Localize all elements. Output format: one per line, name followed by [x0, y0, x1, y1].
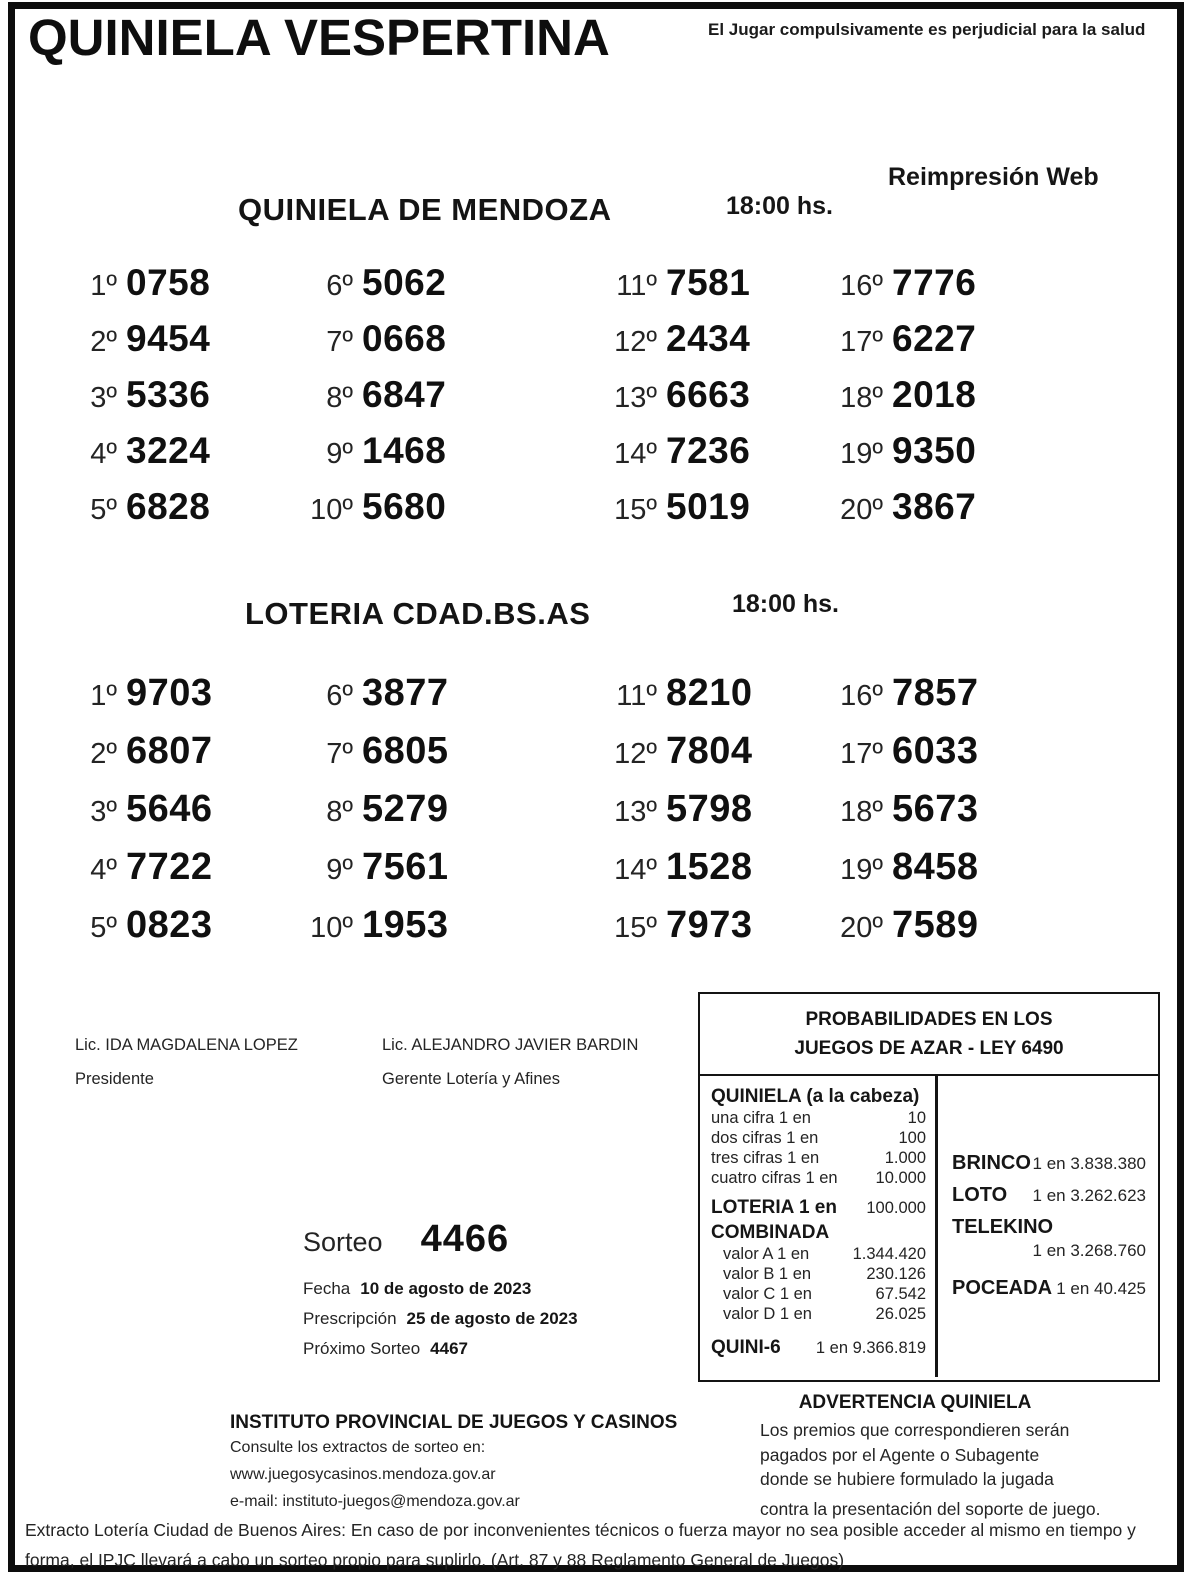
results-grid-bsas — [55, 672, 1121, 962]
draw-time-bsas: 18:00 hs. — [732, 590, 840, 618]
result-number: 7776 — [892, 262, 977, 303]
result-position: 8º — [326, 382, 353, 414]
odds-row — [711, 1304, 926, 1324]
health-warning-text: El Jugar compulsivamente es perjudicial para la salud — [708, 20, 1146, 39]
odds-row — [711, 1108, 926, 1128]
probabilities-right-column — [938, 1076, 1158, 1377]
result-item — [821, 486, 1121, 542]
official-role-president: Presidente — [75, 1070, 154, 1088]
odds-value: 10.000 — [875, 1169, 926, 1187]
result-item — [55, 672, 291, 730]
result-number: 6663 — [666, 374, 751, 415]
result-number: 9350 — [892, 430, 977, 471]
official-role-manager: Gerente Lotería y Afines — [382, 1070, 560, 1088]
result-position: 15º — [614, 912, 657, 944]
result-position: 6º — [326, 270, 353, 302]
result-number: 7722 — [126, 846, 213, 888]
draw-number-row — [303, 1218, 578, 1261]
warning-text — [760, 1418, 1140, 1521]
result-position: 11º — [616, 270, 657, 302]
result-position: 13º — [614, 796, 657, 828]
odds-label: valor D 1 en — [723, 1305, 812, 1323]
result-number: 8210 — [666, 672, 753, 714]
draw-date-label: Fecha — [303, 1279, 351, 1298]
result-number: 5673 — [892, 788, 979, 830]
result-item — [55, 262, 291, 318]
odds-row — [711, 1244, 926, 1264]
game-odds-row — [952, 1216, 1146, 1261]
result-position: 5º — [90, 494, 117, 526]
next-draw-label: Próximo Sorteo — [303, 1339, 421, 1358]
result-number: 6805 — [362, 730, 449, 772]
game-name: BRINCO — [952, 1152, 1031, 1174]
result-number: 3867 — [892, 486, 977, 527]
result-position: 10º — [310, 912, 353, 944]
result-number: 1468 — [362, 430, 447, 471]
result-position: 2º — [90, 326, 117, 358]
result-number: 5646 — [126, 788, 213, 830]
odds-label: QUINI-6 — [711, 1337, 781, 1358]
odds-row — [711, 1128, 926, 1148]
odds-label: una cifra 1 en — [711, 1109, 811, 1127]
result-number: 0668 — [362, 318, 447, 359]
odds-label: cuatro cifras 1 en — [711, 1169, 838, 1187]
result-number: 6227 — [892, 318, 977, 359]
result-position: 7º — [326, 738, 353, 770]
result-number: 7973 — [666, 904, 753, 946]
result-position: 20º — [840, 912, 883, 944]
game-odds-row — [952, 1152, 1146, 1175]
result-number: 5680 — [362, 486, 447, 527]
result-item — [291, 904, 595, 962]
result-number: 6828 — [126, 486, 211, 527]
result-number: 2434 — [666, 318, 751, 359]
result-position: 14º — [614, 854, 657, 886]
result-number: 5279 — [362, 788, 449, 830]
odds-value: 10 — [907, 1109, 926, 1127]
result-number: 3224 — [126, 430, 211, 471]
result-item — [55, 846, 291, 904]
result-item — [595, 374, 821, 430]
result-position: 13º — [614, 382, 657, 414]
result-number: 6807 — [126, 730, 213, 772]
result-item — [595, 788, 821, 846]
result-item — [55, 374, 291, 430]
result-number: 7857 — [892, 672, 979, 714]
result-position: 5º — [90, 912, 117, 944]
probabilities-title-line2: JUEGOS DE AZAR - LEY 6490 — [794, 1037, 1064, 1059]
result-position: 1º — [90, 270, 117, 302]
result-item — [595, 318, 821, 374]
draw-info-block — [303, 1218, 578, 1364]
result-number: 9703 — [126, 672, 213, 714]
result-number: 7236 — [666, 430, 751, 471]
result-item — [821, 846, 1121, 904]
draw-date-value: 10 de agosto de 2023 — [360, 1279, 532, 1298]
result-item — [821, 672, 1121, 730]
result-position: 17º — [840, 738, 883, 770]
quiniela-odds-header: QUINIELA (a la cabeza) — [711, 1086, 920, 1107]
result-item — [291, 846, 595, 904]
result-item — [821, 318, 1121, 374]
odds-row — [711, 1284, 926, 1304]
prescription-label: Prescripción — [303, 1309, 397, 1328]
web-reprint-label: Reimpresión Web — [888, 163, 1099, 191]
game-odds-value: 1 en 3.268.760 — [1032, 1241, 1146, 1260]
warning-title: ADVERTENCIA QUINIELA — [798, 1392, 1032, 1413]
odds-value: 230.126 — [866, 1265, 926, 1283]
result-number: 6033 — [892, 730, 979, 772]
odds-value: 1.344.420 — [852, 1245, 926, 1263]
result-position: 3º — [90, 382, 117, 414]
result-position: 2º — [90, 738, 117, 770]
warning-line: pagados por el Agente o Subagente — [760, 1444, 1040, 1465]
result-number: 7561 — [362, 846, 449, 888]
result-number: 7581 — [666, 262, 751, 303]
odds-value: 100 — [898, 1129, 926, 1147]
result-item — [291, 262, 595, 318]
result-position: 9º — [326, 854, 353, 886]
result-item — [595, 262, 821, 318]
warning-line: Los premios que correspondieren serán — [760, 1420, 1070, 1440]
result-item — [291, 318, 595, 374]
result-item — [291, 374, 595, 430]
result-position: 11º — [616, 680, 657, 712]
institute-block — [230, 1412, 677, 1515]
draw-heading-mendoza: QUINIELA DE MENDOZA — [238, 192, 612, 227]
game-odds-row — [952, 1184, 1146, 1207]
probabilities-body — [700, 1076, 1158, 1377]
results-grid-mendoza — [55, 262, 1121, 542]
result-position: 10º — [310, 494, 353, 526]
institute-consult-line: Consulte los extractos de sorteo en: — [230, 1439, 486, 1456]
odds-row — [711, 1264, 926, 1284]
result-number: 1953 — [362, 904, 449, 946]
result-number: 9454 — [126, 318, 211, 359]
result-position: 1º — [90, 680, 117, 712]
game-name: LOTO — [952, 1184, 1008, 1206]
game-odds-row — [952, 1277, 1146, 1300]
result-item — [291, 486, 595, 542]
draw-time-mendoza: 18:00 hs. — [726, 192, 834, 220]
result-position: 6º — [326, 680, 353, 712]
result-item — [55, 318, 291, 374]
result-position: 19º — [840, 854, 883, 886]
loteria-odds-row — [711, 1197, 926, 1219]
result-item — [291, 788, 595, 846]
result-position: 7º — [326, 326, 353, 358]
result-position: 20º — [840, 494, 883, 526]
result-item — [55, 730, 291, 788]
result-item — [291, 672, 595, 730]
next-draw-value: 4467 — [430, 1339, 468, 1358]
odds-label: valor C 1 en — [723, 1285, 812, 1303]
result-item — [821, 430, 1121, 486]
result-item — [821, 730, 1121, 788]
result-position: 9º — [326, 438, 353, 470]
institute-email: e-mail: instituto-juegos@mendoza.gov.ar — [230, 1493, 520, 1510]
result-position: 16º — [840, 270, 883, 302]
warning-line: contra la presentación del soporte de juego. — [760, 1498, 1101, 1519]
footer-disclaimer: Extracto Lotería Ciudad de Buenos Aires: En caso de por inconvenientes técnicos o fuerza mayor no sea posible acceder al mismo en tiempo y forma, el IPJC llevará a cabo un sorteo propio para suplirlo. (Art. 87 y 88 Reglamento General de Juegos) — [25, 1520, 1136, 1570]
result-number: 5019 — [666, 486, 751, 527]
result-item — [821, 788, 1121, 846]
combinada-odds-header: COMBINADA — [711, 1222, 830, 1243]
result-number: 0758 — [126, 262, 211, 303]
draw-number-value: 4466 — [420, 1218, 510, 1260]
game-name: TELEKINO — [952, 1216, 1054, 1238]
probabilities-box — [698, 992, 1160, 1382]
result-item — [595, 730, 821, 788]
result-item — [821, 904, 1121, 962]
probabilities-left-column — [700, 1076, 938, 1377]
result-number: 7589 — [892, 904, 979, 946]
odds-label: LOTERIA 1 en — [711, 1197, 837, 1218]
result-number: 0823 — [126, 904, 213, 946]
odds-label: dos cifras 1 en — [711, 1129, 819, 1147]
result-item — [291, 430, 595, 486]
official-name-manager: Lic. ALEJANDRO JAVIER BARDIN — [382, 1036, 639, 1054]
quini6-odds-row — [711, 1337, 926, 1359]
result-position: 17º — [840, 326, 883, 358]
result-item — [595, 672, 821, 730]
odds-label: tres cifras 1 en — [711, 1149, 820, 1167]
odds-row — [711, 1168, 926, 1188]
result-position: 18º — [840, 796, 883, 828]
game-odds-value: 1 en 3.262.623 — [1032, 1186, 1146, 1205]
result-item — [595, 846, 821, 904]
draw-number-label: Sorteo — [303, 1227, 383, 1257]
next-draw-row — [303, 1334, 578, 1364]
result-item — [55, 486, 291, 542]
prescription-value: 25 de agosto de 2023 — [406, 1309, 578, 1328]
result-position: 15º — [614, 494, 657, 526]
result-item — [595, 486, 821, 542]
result-position: 3º — [90, 796, 117, 828]
game-odds-value: 1 en 40.425 — [1056, 1279, 1146, 1298]
result-number: 5798 — [666, 788, 753, 830]
result-number: 5062 — [362, 262, 447, 303]
result-number: 3877 — [362, 672, 449, 714]
result-item — [291, 730, 595, 788]
odds-value: 100.000 — [866, 1199, 926, 1217]
result-position: 12º — [614, 738, 657, 770]
draw-date-row — [303, 1274, 578, 1304]
result-number: 1528 — [666, 846, 753, 888]
result-position: 12º — [614, 326, 657, 358]
combinada-odds-rows — [711, 1244, 926, 1324]
odds-value: 1 en 9.366.819 — [815, 1339, 926, 1357]
warning-line: donde se hubiere formulado la jugada — [760, 1469, 1054, 1489]
odds-label: valor B 1 en — [723, 1265, 812, 1283]
institute-website: www.juegosycasinos.mendoza.gov.ar — [230, 1466, 496, 1483]
result-position: 4º — [90, 854, 117, 886]
result-position: 4º — [90, 438, 117, 470]
institute-name: INSTITUTO PROVINCIAL DE JUEGOS Y CASINOS — [230, 1412, 678, 1433]
result-item — [55, 904, 291, 962]
game-odds-value: 1 en 3.838.380 — [1032, 1154, 1146, 1173]
odds-value: 1.000 — [884, 1149, 926, 1167]
probabilities-title — [700, 994, 1158, 1076]
result-item — [55, 788, 291, 846]
probabilities-title-line1: PROBABILIDADES EN LOS — [805, 1009, 1053, 1030]
result-position: 14º — [614, 438, 657, 470]
odds-value: 67.542 — [875, 1285, 926, 1303]
quiniela-odds-rows — [711, 1108, 926, 1188]
page-title: QUINIELA VESPERTINA — [28, 9, 610, 66]
result-position: 16º — [840, 680, 883, 712]
result-item — [55, 430, 291, 486]
odds-row — [711, 1148, 926, 1168]
draw-heading-bsas: LOTERIA CDAD.BS.AS — [245, 596, 591, 631]
result-position: 19º — [840, 438, 883, 470]
result-item — [595, 430, 821, 486]
result-number: 8458 — [892, 846, 979, 888]
odds-label: valor A 1 en — [723, 1245, 810, 1263]
result-number: 2018 — [892, 374, 977, 415]
result-item — [595, 904, 821, 962]
result-item — [821, 374, 1121, 430]
result-number: 7804 — [666, 730, 753, 772]
official-name-president: Lic. IDA MAGDALENA LOPEZ — [75, 1036, 298, 1054]
result-number: 6847 — [362, 374, 447, 415]
result-item — [821, 262, 1121, 318]
prescription-row — [303, 1304, 578, 1334]
game-name: POCEADA — [952, 1277, 1053, 1299]
result-number: 5336 — [126, 374, 211, 415]
result-position: 18º — [840, 382, 883, 414]
result-position: 8º — [326, 796, 353, 828]
odds-value: 26.025 — [875, 1305, 926, 1323]
